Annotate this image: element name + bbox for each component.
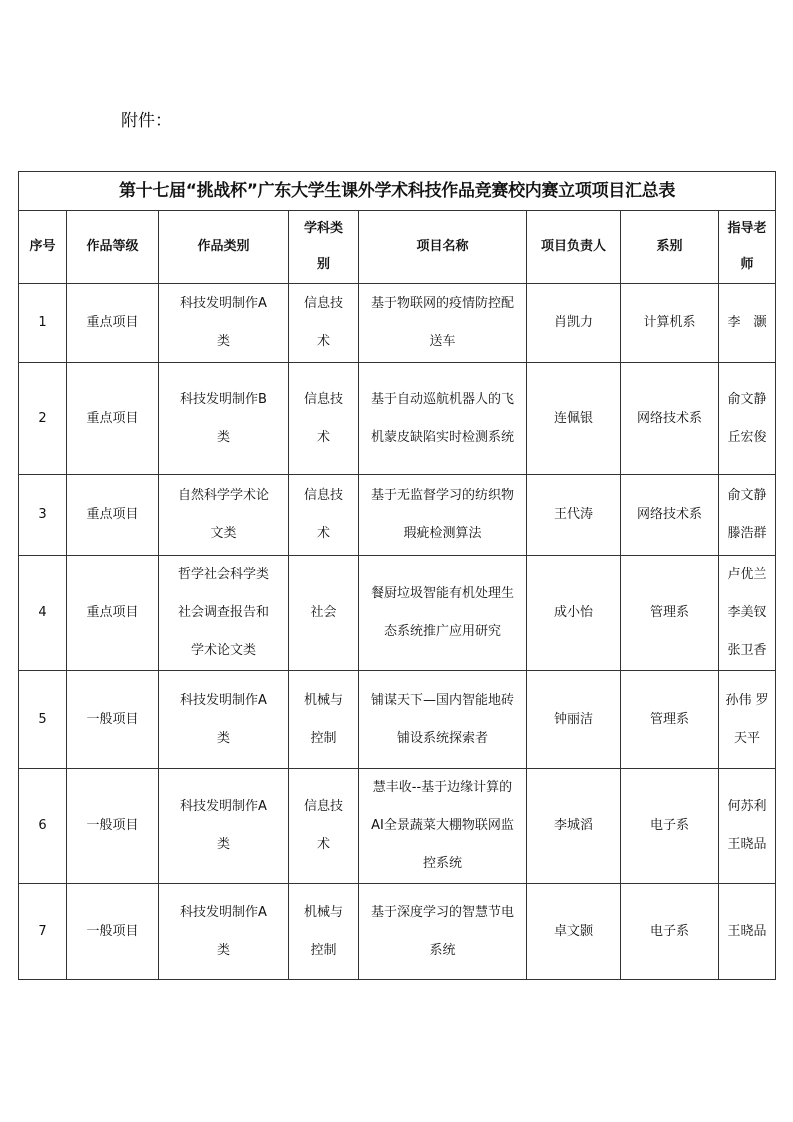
cell-project-name: 基于无监督学习的纺织物瑕疵检测算法 xyxy=(359,475,527,556)
cell-leader: 卓文颢 xyxy=(527,884,621,980)
cell-level: 一般项目 xyxy=(67,884,159,980)
cell-discipline: 机械与控制 xyxy=(289,884,359,980)
cell-advisor: 俞文静 滕浩群 xyxy=(719,475,776,556)
cell-category: 科技发明制作A类 xyxy=(159,671,289,769)
cell-advisor: 何苏利 王晓品 xyxy=(719,769,776,884)
cell-project-name: 餐厨垃圾智能有机处理生态系统推广应用研究 xyxy=(359,556,527,671)
cell-category: 科技发明制作A类 xyxy=(159,769,289,884)
cell-leader: 钟丽洁 xyxy=(527,671,621,769)
cell-level: 重点项目 xyxy=(67,475,159,556)
table-row xyxy=(19,556,776,671)
cell-index: 6 xyxy=(19,769,67,884)
cell-index: 5 xyxy=(19,671,67,769)
cell-category: 自然科学学术论文类 xyxy=(159,475,289,556)
cell-advisor: 卢优兰 李美钗 张卫香 xyxy=(719,556,776,671)
cell-advisor: 李 灏 xyxy=(719,284,776,363)
cell-advisor: 俞文静 丘宏俊 xyxy=(719,363,776,475)
cell-level: 重点项目 xyxy=(67,284,159,363)
header-level: 作品等级 xyxy=(67,211,159,284)
table-title: 第十七届“挑战杯”广东大学生课外学术科技作品竞赛校内赛立项项目汇总表 xyxy=(19,172,776,211)
cell-level: 重点项目 xyxy=(67,363,159,475)
cell-leader: 李城滔 xyxy=(527,769,621,884)
cell-leader: 肖凯力 xyxy=(527,284,621,363)
table-title-row xyxy=(19,172,776,211)
cell-department: 网络技术系 xyxy=(621,475,719,556)
cell-level: 重点项目 xyxy=(67,556,159,671)
cell-category: 科技发明制作A类 xyxy=(159,284,289,363)
project-summary-table xyxy=(18,171,776,980)
cell-project-name: 基于自动巡航机器人的飞机蒙皮缺陷实时检测系统 xyxy=(359,363,527,475)
cell-project-name: 慧丰收--基于边缘计算的AI全景蔬菜大棚物联网监控系统 xyxy=(359,769,527,884)
table-row xyxy=(19,671,776,769)
table-row xyxy=(19,284,776,363)
header-index: 序号 xyxy=(19,211,67,284)
cell-discipline: 信息技术 xyxy=(289,769,359,884)
cell-category: 科技发明制作B类 xyxy=(159,363,289,475)
cell-leader: 连佩银 xyxy=(527,363,621,475)
cell-index: 4 xyxy=(19,556,67,671)
cell-department: 电子系 xyxy=(621,884,719,980)
table-row xyxy=(19,363,776,475)
cell-index: 3 xyxy=(19,475,67,556)
cell-level: 一般项目 xyxy=(67,671,159,769)
cell-project-name: 基于深度学习的智慧节电系统 xyxy=(359,884,527,980)
cell-department: 管理系 xyxy=(621,671,719,769)
cell-discipline: 社会 xyxy=(289,556,359,671)
attachment-label: 附件： xyxy=(121,111,172,131)
cell-advisor: 孙伟 罗天平 xyxy=(719,671,776,769)
cell-discipline: 信息技术 xyxy=(289,475,359,556)
table-row xyxy=(19,884,776,980)
table-row xyxy=(19,769,776,884)
cell-index: 2 xyxy=(19,363,67,475)
cell-department: 计算机系 xyxy=(621,284,719,363)
header-leader: 项目负责人 xyxy=(527,211,621,284)
cell-category: 哲学社会科学类社会调查报告和学术论文类 xyxy=(159,556,289,671)
header-category: 作品类别 xyxy=(159,211,289,284)
cell-level: 一般项目 xyxy=(67,769,159,884)
cell-index: 7 xyxy=(19,884,67,980)
table-row xyxy=(19,475,776,556)
cell-discipline: 信息技术 xyxy=(289,284,359,363)
cell-project-name: 铺谋天下—国内智能地砖铺设系统探索者 xyxy=(359,671,527,769)
header-advisor: 指导老师 xyxy=(719,211,776,284)
header-project-name: 项目名称 xyxy=(359,211,527,284)
cell-department: 管理系 xyxy=(621,556,719,671)
cell-index: 1 xyxy=(19,284,67,363)
cell-department: 网络技术系 xyxy=(621,363,719,475)
cell-leader: 王代涛 xyxy=(527,475,621,556)
cell-department: 电子系 xyxy=(621,769,719,884)
cell-discipline: 机械与控制 xyxy=(289,671,359,769)
cell-category: 科技发明制作A类 xyxy=(159,884,289,980)
cell-project-name: 基于物联网的疫情防控配送车 xyxy=(359,284,527,363)
table-header-row xyxy=(19,211,776,284)
cell-advisor: 王晓品 xyxy=(719,884,776,980)
cell-leader: 成小怡 xyxy=(527,556,621,671)
header-department: 系别 xyxy=(621,211,719,284)
cell-discipline: 信息技术 xyxy=(289,363,359,475)
header-discipline: 学科类别 xyxy=(289,211,359,284)
